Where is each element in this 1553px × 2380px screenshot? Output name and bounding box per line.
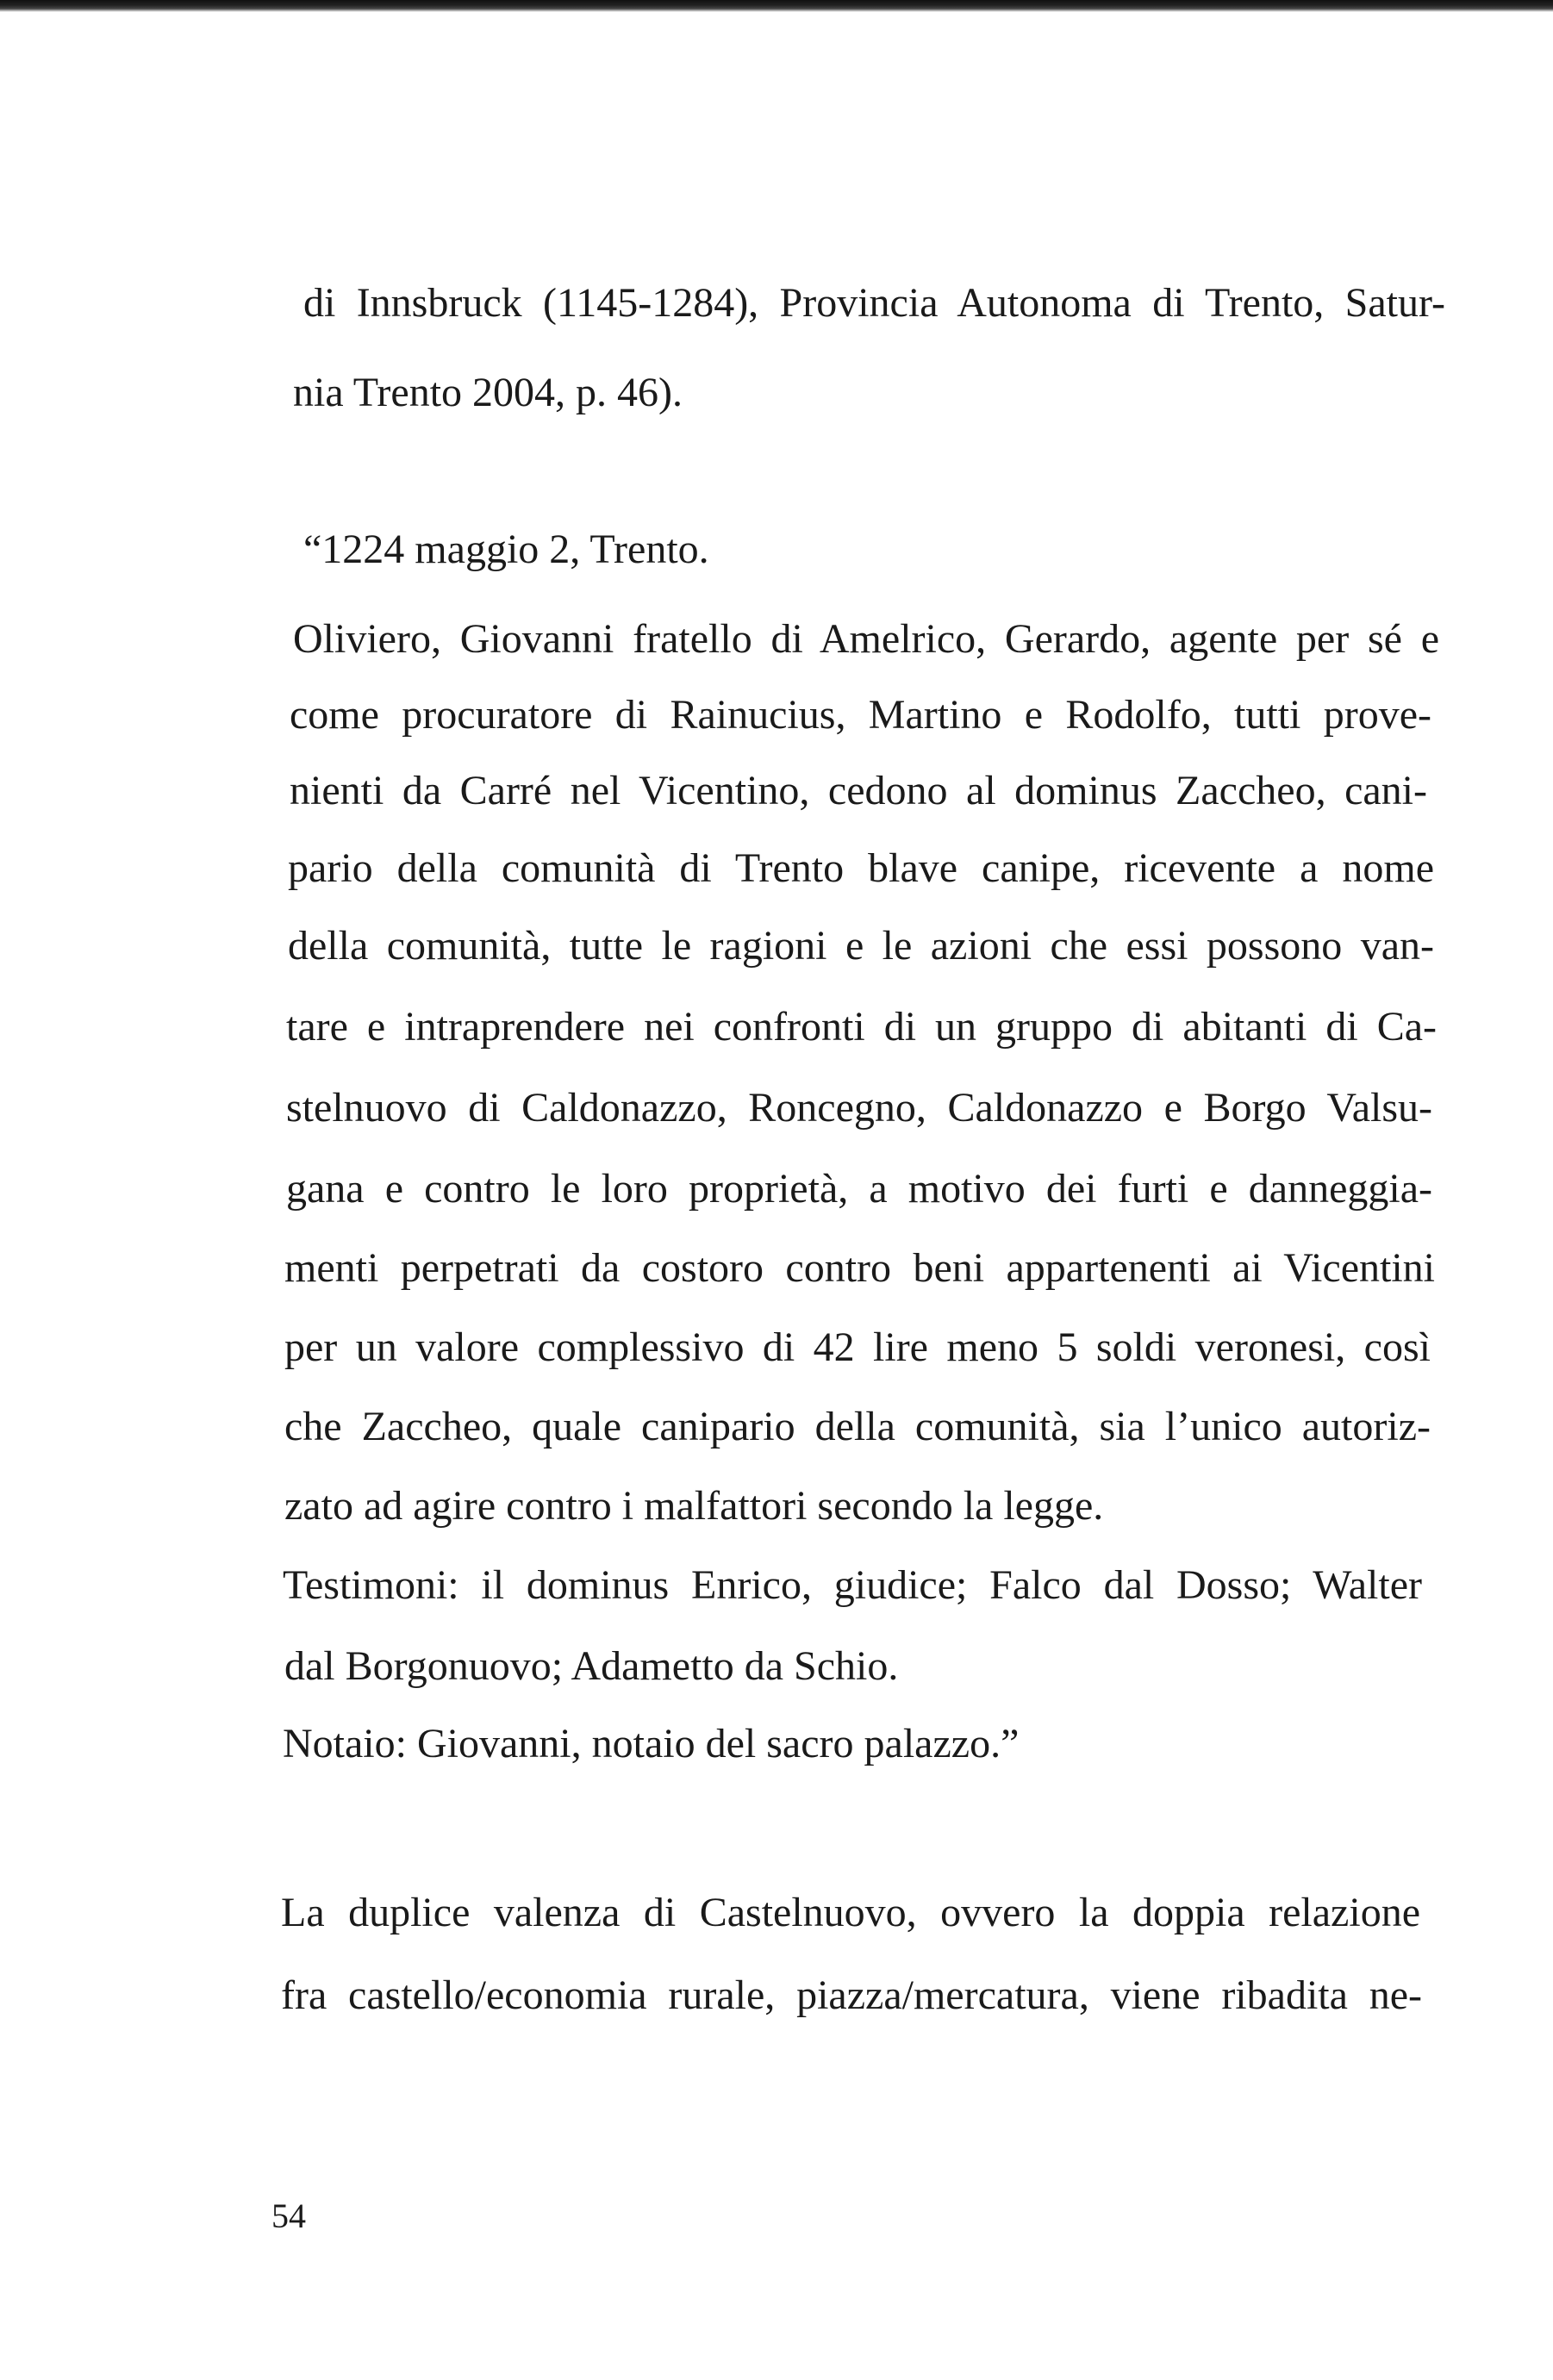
text-line: Notaio: Giovanni, notaio del sacro palazzo.” [283, 1721, 1020, 1766]
page-number: 54 [271, 2196, 306, 2235]
text-line: fra castello/economia rurale, piazza/mercatura, viene ribadita ne- [281, 1972, 1422, 2018]
text-line: Testimoni: il dominus Enrico, giudice; Falco dal Dosso; Walter [283, 1562, 1422, 1608]
text-line: Oliviero, Giovanni fratello di Amelrico, Gerardo, agente per sé e [293, 616, 1439, 662]
text-line: gana e contro le loro proprietà, a motivo dei furti e danneggia- [286, 1166, 1432, 1212]
text-line: dal Borgonuovo; Adametto da Schio. [284, 1643, 899, 1689]
text-line: come procuratore di Rainucius, Martino e Rodolfo, tutti prove- [290, 692, 1431, 738]
text-line: zato ad agire contro i malfattori secondo la legge. [284, 1483, 1104, 1529]
text-line: menti perpetrati da costoro contro beni appartenenti ai Vicentini [284, 1245, 1435, 1291]
text-line: per un valore complessivo di 42 lire meno 5 soldi veronesi, così [284, 1324, 1431, 1370]
scan-edge [0, 0, 1553, 12]
text-line: tare e intraprendere nei confronti di un gruppo di abitanti di Ca- [286, 1004, 1437, 1050]
text-line: di Innsbruck (1145-1284), Provincia Autonoma di Trento, Satur- [303, 280, 1445, 326]
text-line: nia Trento 2004, p. 46). [293, 370, 683, 415]
text-line: che Zaccheo, quale canipario della comunità, sia l’unico autoriz- [284, 1404, 1431, 1449]
text-line: “1224 maggio 2, Trento. [303, 526, 709, 572]
text-line: pario della comunità di Trento blave canipe, ricevente a nome [288, 845, 1434, 891]
text-line: stelnuovo di Caldonazzo, Roncegno, Caldonazzo e Borgo Valsu- [286, 1085, 1432, 1131]
text-line: della comunità, tutte le ragioni e le azioni che essi possono van- [288, 923, 1434, 969]
text-line: nienti da Carré nel Vicentino, cedono al dominus Zaccheo, cani- [290, 768, 1427, 813]
text-line: La duplice valenza di Castelnuovo, ovvero la doppia relazione [281, 1890, 1420, 1935]
